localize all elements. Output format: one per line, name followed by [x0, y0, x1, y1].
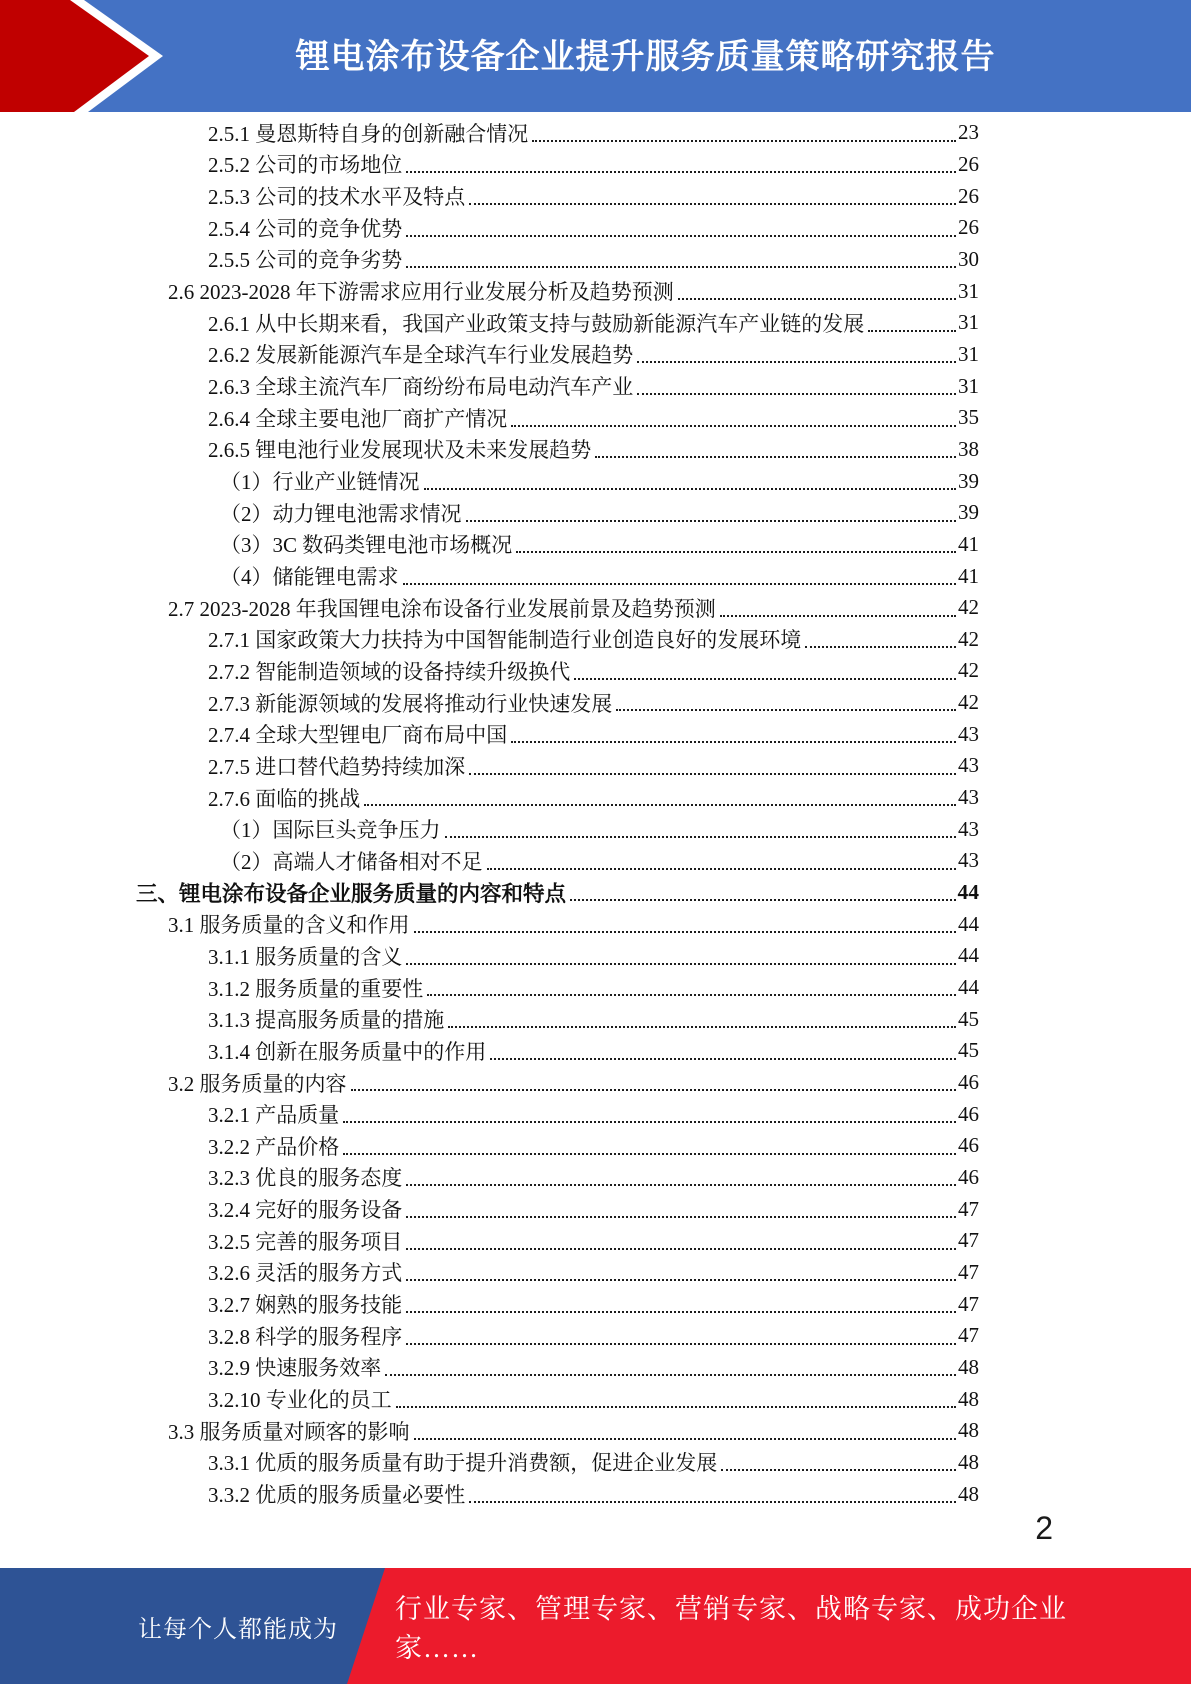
toc-entry-page-number: 26	[958, 215, 979, 240]
toc-entry-label: （3）3C 数码类锂电池市场概况	[220, 533, 513, 558]
toc-entry-label: 3.1.4 创新在服务质量中的作用	[208, 1039, 487, 1064]
toc-entry[interactable]	[0, 117, 1191, 149]
footer-slogan-left: 让每个人都能成为	[138, 1616, 338, 1643]
toc-entry-page-number: 31	[958, 310, 979, 335]
dot-leader	[403, 583, 957, 585]
toc-entry[interactable]	[0, 940, 1191, 972]
toc-entry[interactable]	[0, 718, 1191, 750]
toc-entry-page-number: 26	[958, 151, 979, 176]
dot-leader	[406, 1216, 956, 1218]
toc-entry[interactable]	[0, 465, 1191, 497]
dot-leader	[466, 520, 957, 522]
toc-entry-label: 2.7.5 进口替代趋势持续加深	[208, 754, 466, 779]
toc-entry-label: 3.1.1 服务质量的含义	[208, 944, 403, 969]
toc-entry-label: 2.6.1 从中长期来看，我国产业政策支持与鼓励新能源汽车产业链的发展	[208, 311, 865, 336]
toc-entry-label: 2.7.1 国家政策大力扶持为中国智能制造行业创造良好的发展环境	[208, 628, 802, 653]
dot-leader	[406, 1279, 956, 1281]
toc-entry[interactable]	[0, 687, 1191, 719]
toc-entry[interactable]	[0, 1257, 1191, 1289]
toc-entry-label: 2.6.4 全球主要电池厂商扩产情况	[208, 406, 508, 431]
toc-entry-page-number: 48	[958, 1386, 979, 1411]
dot-leader	[595, 456, 956, 458]
toc-entry[interactable]	[0, 1193, 1191, 1225]
dot-leader	[574, 678, 956, 680]
toc-entry-page-number: 44	[958, 975, 979, 1000]
toc-entry-page-number: 26	[958, 183, 979, 208]
dot-leader	[343, 1153, 956, 1155]
dot-leader	[678, 298, 956, 300]
toc-entry[interactable]	[0, 1447, 1191, 1479]
toc-entry[interactable]	[0, 339, 1191, 371]
dot-leader	[868, 330, 956, 332]
toc-entry[interactable]	[0, 1288, 1191, 1320]
toc-entry-page-number: 48	[958, 1354, 979, 1379]
toc-entry-page-number: 46	[958, 1164, 979, 1189]
toc-entry-page-number: 42	[958, 595, 979, 620]
toc-entry-page-number: 35	[958, 405, 979, 430]
toc-entry[interactable]	[0, 560, 1191, 592]
toc-entry[interactable]	[0, 529, 1191, 561]
toc-entry-page-number: 23	[958, 120, 979, 145]
toc-entry-page-number: 42	[958, 626, 979, 651]
toc-entry-page-number: 45	[958, 1038, 979, 1063]
dot-leader	[343, 1121, 956, 1123]
toc-entry[interactable]	[0, 1225, 1191, 1257]
dot-leader	[406, 171, 956, 173]
toc-entry-page-number: 43	[958, 785, 979, 810]
toc-entry-label: （1）国际巨头竞争压力	[220, 818, 441, 843]
dot-leader	[406, 235, 956, 237]
toc-entry[interactable]	[0, 244, 1191, 276]
dot-leader	[406, 1184, 956, 1186]
dot-leader	[427, 994, 956, 996]
toc-entry-label: 3.2.7 娴熟的服务技能	[208, 1293, 403, 1318]
dot-leader	[490, 1058, 956, 1060]
toc-entry-label: 2.6.5 锂电池行业发展现状及未来发展趋势	[208, 438, 592, 463]
toc-entry-label: 2.5.2 公司的市场地位	[208, 153, 403, 178]
toc-entry-label: 3.2.8 科学的服务程序	[208, 1324, 403, 1349]
toc-entry-page-number: 46	[958, 1133, 979, 1158]
dot-leader	[469, 773, 956, 775]
toc-entry-page-number: 48	[958, 1418, 979, 1443]
toc-entry-label: 3.2.10 专业化的员工	[208, 1388, 392, 1413]
toc-entry-page-number: 39	[958, 468, 979, 493]
toc-entry[interactable]	[0, 402, 1191, 434]
dot-leader	[406, 266, 956, 268]
toc-entry-page-number: 45	[958, 1006, 979, 1031]
toc-entry[interactable]	[0, 1383, 1191, 1415]
dot-leader	[511, 425, 956, 427]
toc-entry-page-number: 38	[958, 436, 979, 461]
header-band	[0, 0, 1191, 112]
toc-entry-page-number: 44	[958, 943, 979, 968]
dot-leader	[511, 741, 956, 743]
toc-entry[interactable]	[0, 149, 1191, 181]
toc-entry-page-number: 31	[958, 278, 979, 303]
toc-entry-label: 2.5.5 公司的竞争劣势	[208, 248, 403, 273]
dot-leader	[414, 1438, 957, 1440]
dot-leader	[637, 393, 956, 395]
toc-entry[interactable]	[0, 1130, 1191, 1162]
footer-banner	[0, 1568, 1191, 1684]
dot-leader	[406, 1248, 956, 1250]
toc-entry-page-number: 46	[958, 1101, 979, 1126]
toc-entry[interactable]	[0, 1415, 1191, 1447]
dot-leader	[469, 1501, 956, 1503]
dot-leader	[532, 140, 956, 142]
toc-entry[interactable]	[0, 655, 1191, 687]
toc-entry-label: 3.1 服务质量的含义和作用	[168, 913, 410, 938]
dot-leader	[469, 203, 956, 205]
toc-entry[interactable]	[0, 370, 1191, 402]
toc-entry-label: 3.2.1 产品质量	[208, 1103, 340, 1128]
toc-entry[interactable]	[0, 1162, 1191, 1194]
toc-entry-page-number: 44	[958, 911, 979, 936]
toc-entry[interactable]	[0, 1035, 1191, 1067]
toc-entry[interactable]	[0, 845, 1191, 877]
dot-leader	[637, 361, 956, 363]
toc-entry[interactable]	[0, 592, 1191, 624]
toc-entry[interactable]	[0, 1352, 1191, 1384]
toc-entry-page-number: 48	[958, 1449, 979, 1474]
toc-entry[interactable]	[0, 1320, 1191, 1352]
toc-entry-label: （4）储能锂电需求	[220, 565, 399, 590]
toc-entry-page-number: 47	[958, 1291, 979, 1316]
dot-leader	[516, 551, 956, 553]
toc-entry-page-number: 43	[958, 816, 979, 841]
toc-entry[interactable]	[0, 307, 1191, 339]
toc-entry-label: 3.2.4 完好的服务设备	[208, 1198, 403, 1223]
dot-leader	[570, 899, 955, 901]
dot-leader	[406, 1343, 956, 1345]
toc-entry-label: 2.5.1 曼恩斯特自身的创新融合情况	[208, 121, 529, 146]
dot-leader	[487, 868, 957, 870]
toc-entry-page-number: 43	[958, 753, 979, 778]
toc-entry-label: 2.7 2023-2028 年我国锂电涂布设备行业发展前景及趋势预测	[168, 596, 716, 621]
dot-leader	[364, 804, 956, 806]
toc-entry-page-number: 47	[958, 1196, 979, 1221]
toc-entry-label: （2）动力锂电池需求情况	[220, 501, 462, 526]
toc-entry-label: 3.2.9 快速服务效率	[208, 1356, 382, 1381]
toc-entry-page-number: 42	[958, 690, 979, 715]
toc-entry-page-number: 39	[958, 500, 979, 525]
dot-leader	[351, 1089, 957, 1091]
footer-slogan-right: 行业专家、管理专家、营销专家、战略专家、成功企业家……	[395, 1594, 1067, 1663]
toc-entry-label: 2.5.3 公司的技术水平及特点	[208, 185, 466, 210]
toc-entry-page-number: 30	[958, 246, 979, 271]
dot-leader	[805, 646, 956, 648]
toc-entry-label: 2.7.2 智能制造领域的设备持续升级换代	[208, 659, 571, 684]
toc-entry-page-number: 47	[958, 1228, 979, 1253]
toc-entry[interactable]	[0, 624, 1191, 656]
toc-entry[interactable]	[0, 1067, 1191, 1099]
toc-entry-page-number: 43	[958, 848, 979, 873]
report-title: 锂电涂布设备企业提升服务质量策略研究报告	[295, 37, 996, 76]
toc-entry-label: 3.3 服务质量对顾客的影响	[168, 1419, 410, 1444]
dot-leader	[406, 963, 956, 965]
toc-entry-label: 3.2.2 产品价格	[208, 1134, 340, 1159]
toc-entry-page-number: 47	[958, 1323, 979, 1348]
toc-entry-label: 3.2.5 完善的服务项目	[208, 1229, 403, 1254]
dot-leader	[396, 1406, 956, 1408]
dot-leader	[448, 1026, 956, 1028]
toc-entry-label: 3.1.3 提高服务质量的措施	[208, 1008, 445, 1033]
toc-entry-label: 三、锂电涂布设备企业服务质量的内容和特点	[136, 882, 567, 907]
page-number: 2	[1035, 1510, 1053, 1546]
toc-entry-label: 3.3.1 优质的服务质量有助于提升消费额，促进企业发展	[208, 1451, 718, 1476]
toc-entry-label: 3.2 服务质量的内容	[168, 1071, 347, 1096]
toc-entry-page-number: 44	[957, 880, 979, 905]
toc-entry-label: （1）行业产业链情况	[220, 470, 420, 495]
toc-entry-page-number: 47	[958, 1259, 979, 1284]
toc-entry-label: 3.1.2 服务质量的重要性	[208, 976, 424, 1001]
toc-entry-page-number: 46	[958, 1070, 979, 1095]
toc-entry[interactable]	[0, 1098, 1191, 1130]
toc-entry[interactable]	[0, 782, 1191, 814]
toc-entry-label: 2.6.3 全球主流汽车厂商纷纷布局电动汽车产业	[208, 375, 634, 400]
toc-entry[interactable]	[0, 1478, 1191, 1510]
chevron-arrow-icon	[0, 0, 170, 112]
toc-entry-page-number: 42	[958, 658, 979, 683]
toc-entry[interactable]	[0, 877, 1191, 909]
toc-entry[interactable]	[0, 908, 1191, 940]
toc-entry-page-number: 41	[958, 531, 979, 556]
toc-entry[interactable]	[0, 212, 1191, 244]
toc-entry-label: 2.6.2 发展新能源汽车是全球汽车行业发展趋势	[208, 343, 634, 368]
dot-leader	[414, 931, 957, 933]
dot-leader	[445, 836, 957, 838]
toc-entry-label: 2.7.4 全球大型锂电厂商布局中国	[208, 723, 508, 748]
dot-leader	[616, 709, 956, 711]
toc-entry-page-number: 43	[958, 721, 979, 746]
toc-entry-label: 2.7.3 新能源领域的发展将推动行业快速发展	[208, 691, 613, 716]
toc-entry[interactable]	[0, 497, 1191, 529]
toc-entry[interactable]	[0, 1003, 1191, 1035]
dot-leader	[424, 488, 957, 490]
toc-entry-label: 3.2.6 灵活的服务方式	[208, 1261, 403, 1286]
toc-entry-label: 2.5.4 公司的竞争优势	[208, 216, 403, 241]
toc-entry-page-number: 31	[958, 373, 979, 398]
toc-entry-label: 2.6 2023-2028 年下游需求应用行业发展分析及趋势预测	[168, 280, 674, 305]
dot-leader	[406, 1311, 956, 1313]
dot-leader	[721, 1469, 956, 1471]
dot-leader	[385, 1374, 956, 1376]
toc-entry-label: 3.2.3 优良的服务态度	[208, 1166, 403, 1191]
toc-entry-page-number: 48	[958, 1481, 979, 1506]
toc-entry[interactable]	[0, 180, 1191, 212]
toc-entry-page-number: 41	[958, 563, 979, 588]
toc-entry-label: 3.3.2 优质的服务质量必要性	[208, 1483, 466, 1508]
toc-entry[interactable]	[0, 972, 1191, 1004]
toc-entry-label: 2.7.6 面临的挑战	[208, 786, 361, 811]
toc-entry[interactable]	[0, 813, 1191, 845]
toc-entry-label: （2）高端人才储备相对不足	[220, 849, 483, 874]
dot-leader	[720, 615, 956, 617]
toc-entry-page-number: 31	[958, 341, 979, 366]
toc-entry[interactable]	[0, 275, 1191, 307]
toc-entry[interactable]	[0, 434, 1191, 466]
toc-entry[interactable]	[0, 750, 1191, 782]
table-of-contents	[0, 117, 1191, 1510]
